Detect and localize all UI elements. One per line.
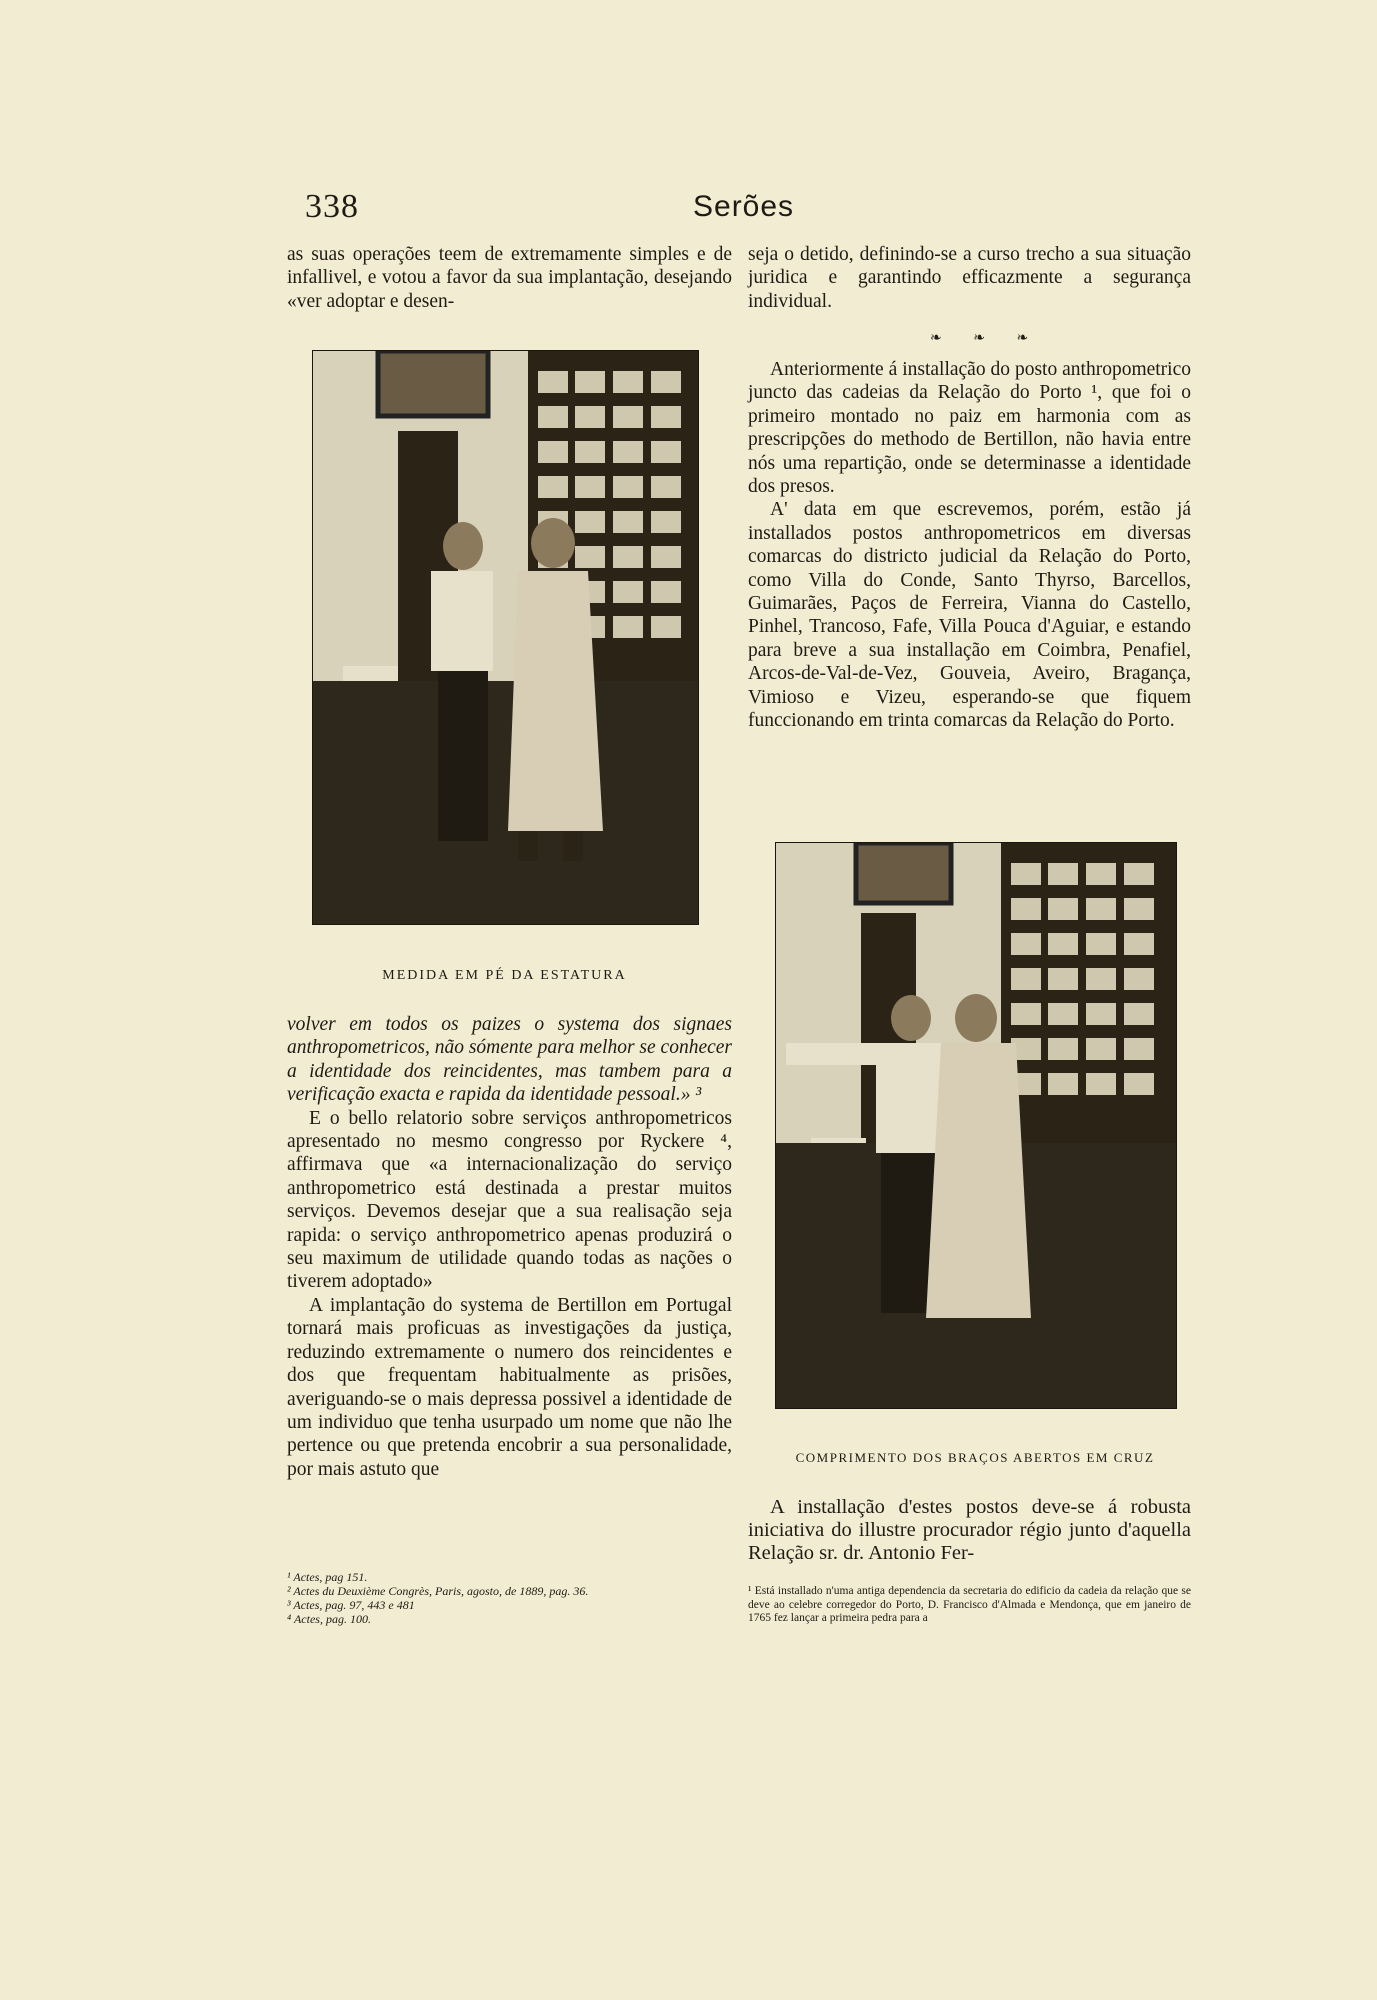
left-top-text: as suas operações teem de extremamente simples e de infallivel, e votou a favor da sua implantação, desejando «ver adoptar e desen- <box>287 244 732 312</box>
right-paragraph-2: A' data em que escrevemos, porém, estão já installados postos anthropometricos em diversas comarcas do districto judicial da Relação do Porto, como Villa do Conde, Santo Thyrso, Barcellos, Guimarães, Paços de Ferreira, Vianna do Castello, Pinhel, Trancoso, Fafe, Villa Pouca d'Aguiar, e estando para breve a sua installação em Coimbra, Penafiel, Arcos-de-Val-de-Vez, Gouveia, Aveiro, Bragança, Vimioso e Vizeu, esperando-se que fiquem funccionando em trinta comarcas da Relação do Porto. <box>748 499 1191 732</box>
left-quote: volver em todos os paizes o systema dos signaes anthropometricos, não sómente para melhor se conhecer a identidade dos reincidentes, mas tambem para a verificação exacta e rapida da identidade pessoal.» ³ <box>287 1014 732 1106</box>
footnote: ⁴ Actes, pag. 100. <box>287 1612 371 1626</box>
right-paragraph-3: A installação d'estes postos deve-se á robusta iniciativa do illustre procurador régio junto d'aquella Relação sr. dr. Antonio Fer- <box>748 1496 1191 1564</box>
photograph-standing-height-measurement-icon <box>313 351 698 924</box>
left-column-top <box>287 243 732 313</box>
right-column-top <box>748 243 1191 313</box>
figure2-caption: COMPRIMENTO DOS BRAÇOS ABERTOS EM CRUZ <box>795 1450 1155 1465</box>
left-footnotes <box>287 1570 732 1626</box>
right-footnotes <box>748 1585 1191 1626</box>
right-paragraph-1: Anteriormente á installação do posto anthropometrico juncto das cadeias da Relação do Porto ¹, que foi o primeiro montado no paiz em harmonia com as prescripções do methodo de Bertillon, não havia entre nós uma repartição, onde se determinasse a identidade dos presos. <box>748 359 1191 498</box>
section-divider: ❧ ❧ ❧ <box>930 331 1043 346</box>
left-paragraph-3: A implantação do systema de Bertillon em Portugal tornará mais proficuas as investigações da justiça, reduzindo extremamente o numero dos reincidentes e dos que frequentam habitualmente as prisões, averiguando-se o mais depressa possivel a identidade de um individuo que tenha usurpado um nome que não lhe pertence ou que pretenda encobrir a sua personalidade, por mais astuto que <box>287 1294 732 1480</box>
right-column-bottom <box>748 1496 1191 1565</box>
photograph-arm-span-measurement-icon <box>776 843 1176 1408</box>
left-paragraph-2: E o bello relatorio sobre serviços anthropometricos apresentado no mesmo congresso por Ryckere ⁴, affirmava que «a internacionalização do serviço anthropometrico está destinada a prestar muitos serviços. Devemos desejar que a sua realisação seja rapida: o serviço anthropometrico apenas produzirá o seu maximum de utilidade quando todas as nações o tiverem adoptado» <box>287 1107 732 1293</box>
figure2-photo <box>775 842 1177 1409</box>
right-top-text: seja o detido, definindo-se a curso trecho a sua situação juridica e garantindo efficazmente a segurança individual. <box>748 244 1191 312</box>
footnote: ¹ Actes, pag 151. <box>287 1570 368 1584</box>
running-title: Serões <box>693 190 795 223</box>
page-number: 338 <box>305 188 359 225</box>
figure1-photo <box>312 350 699 925</box>
footnote: ² Actes du Deuxième Congrès, Paris, agosto, de 1889, pag. 36. <box>287 1584 589 1598</box>
right-column-body <box>748 358 1191 733</box>
left-column-body <box>287 1013 732 1481</box>
footnote: ¹ Está installado n'uma antiga dependencia da secretaria do edificio da cadeia da relação que se deve ao celebre corregedor do Porto, D. Francisco d'Almada e Mendonça, que em janeiro de 1765 fez lançar a primeira pedra para a <box>748 1585 1191 1624</box>
page-header <box>305 188 1185 232</box>
figure1-caption: MEDIDA EM PÉ DA ESTATURA <box>382 968 627 983</box>
footnote: ³ Actes, pag. 97, 443 e 481 <box>287 1598 415 1612</box>
